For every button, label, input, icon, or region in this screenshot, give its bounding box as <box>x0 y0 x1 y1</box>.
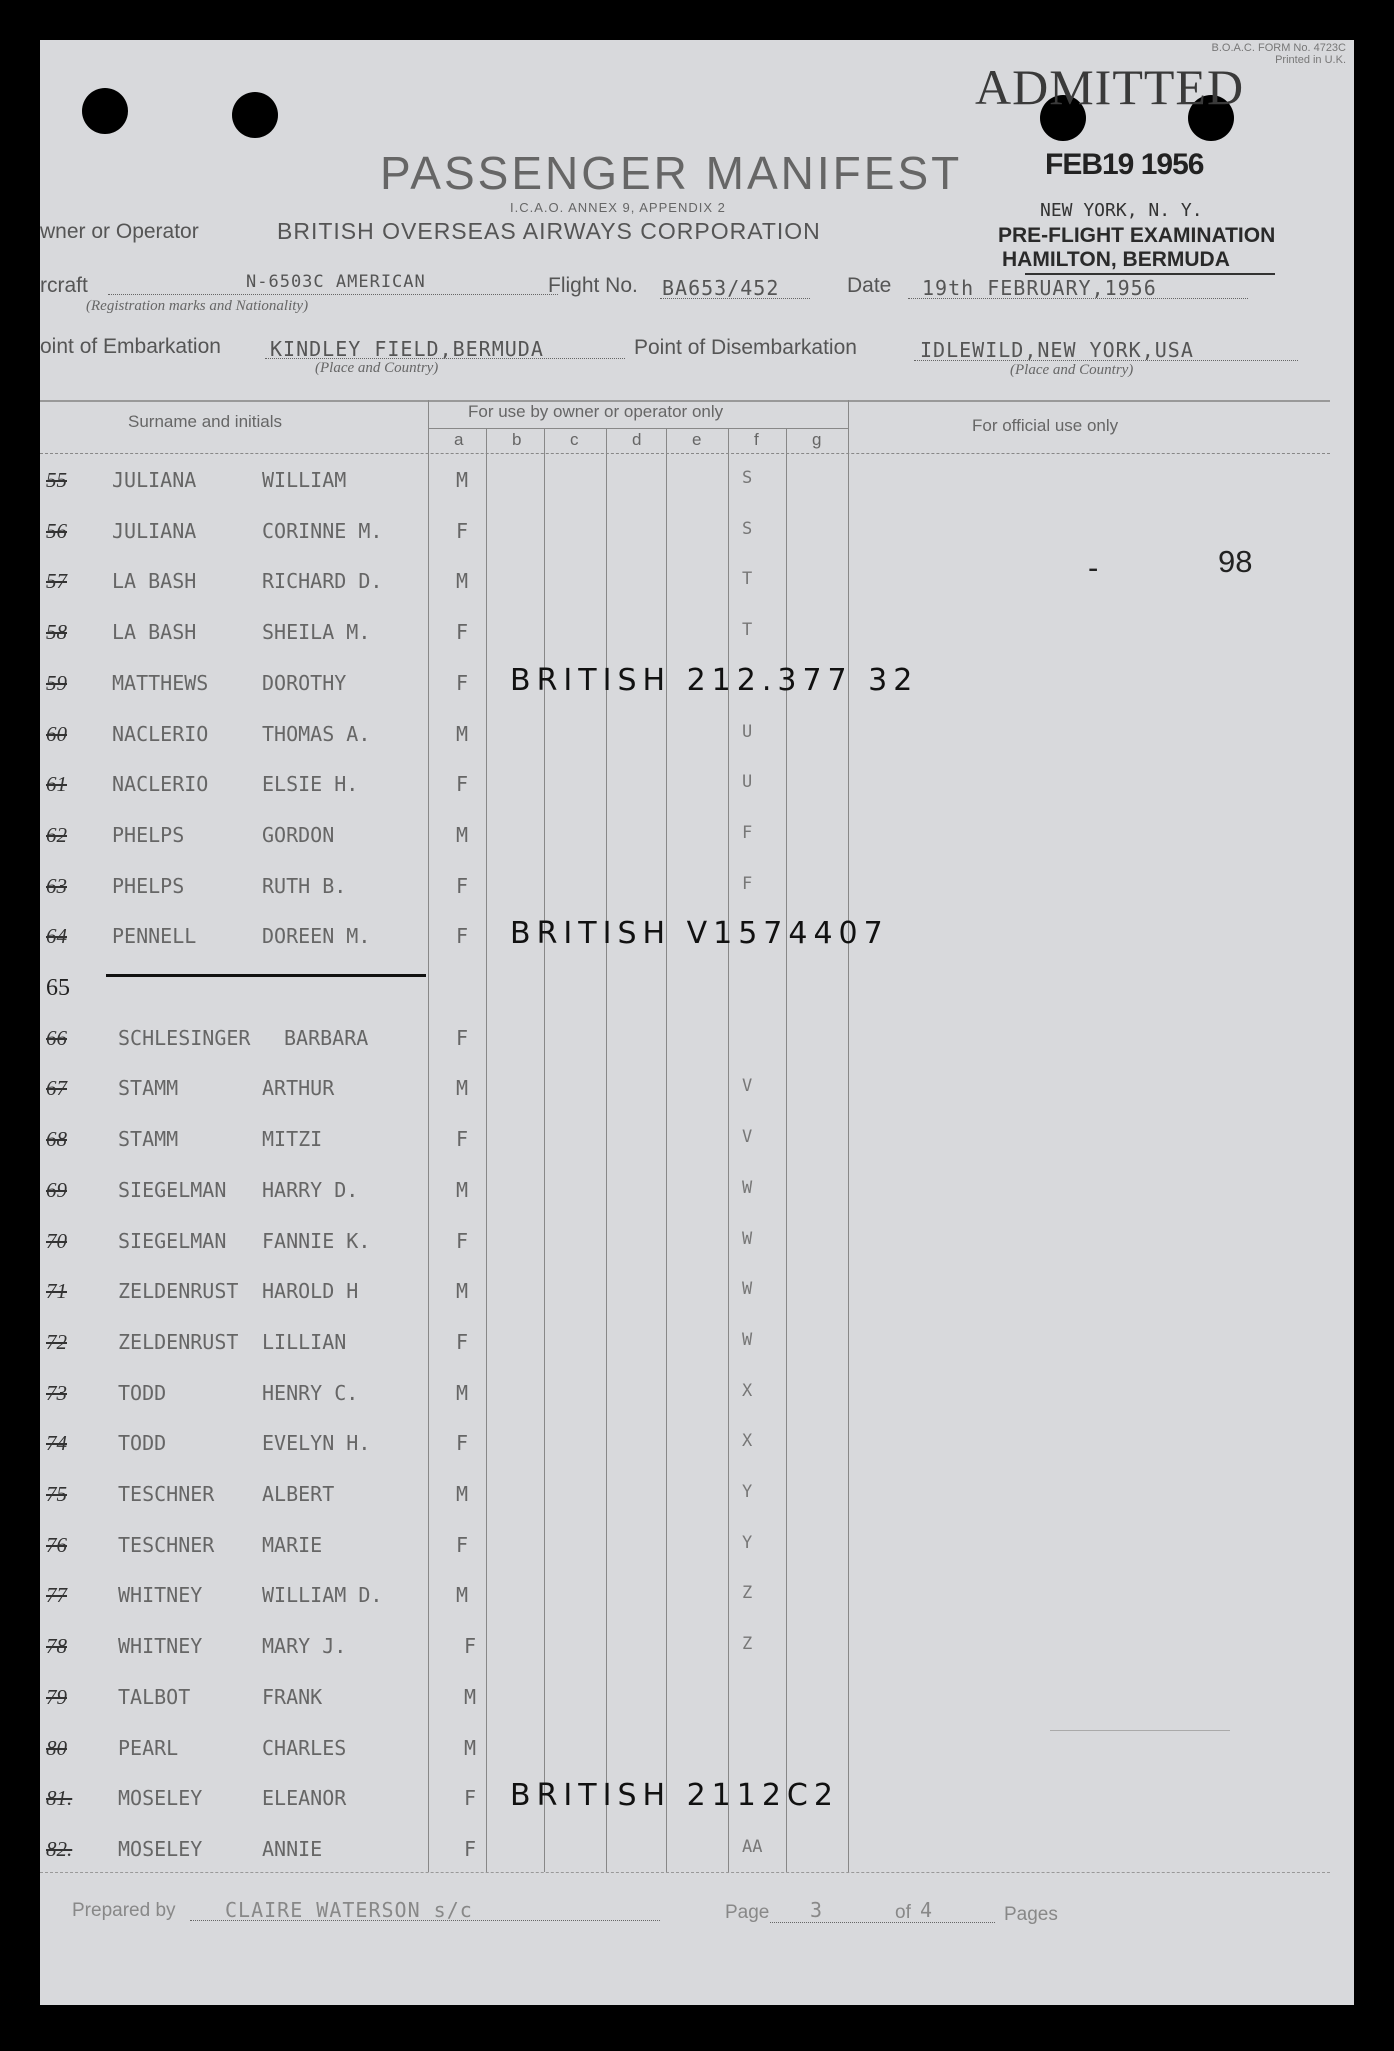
row-col-f: W <box>742 1229 753 1249</box>
prepared-label: Prepared by <box>72 1900 176 1921</box>
row-given-name: DOROTHY <box>262 671 347 695</box>
col-header-g: g <box>812 430 822 449</box>
row-col-f: Z <box>742 1634 753 1654</box>
row-surname: TODD <box>118 1431 167 1455</box>
stamp-examination: PRE-FLIGHT EXAMINATION <box>998 224 1276 247</box>
row-given-name: SHEILA M. <box>262 620 371 644</box>
row-sex: F <box>464 1634 477 1658</box>
stamp-city: NEW YORK, N. Y. <box>1040 200 1203 221</box>
row-sex: F <box>456 1533 469 1557</box>
row-given-name: RUTH B. <box>262 874 347 898</box>
row-col-f: F <box>742 874 753 894</box>
row-surname: STAMM <box>118 1076 179 1100</box>
row-number: 68 <box>46 1127 67 1151</box>
operator-value: BRITISH OVERSEAS AIRWAYS CORPORATION <box>277 218 821 244</box>
row-surname: MOSELEY <box>118 1786 203 1810</box>
row-sex: F <box>456 772 469 796</box>
aircraft-caption: (Registration marks and Nationality) <box>86 298 309 314</box>
row-surname: ZELDENRUST <box>118 1279 239 1303</box>
form-number-line: Printed in U.K. <box>1275 54 1346 66</box>
col-rule-official <box>848 400 849 1872</box>
row-col-f: W <box>742 1178 753 1198</box>
row-sex: M <box>464 1685 477 1709</box>
col-header-f: f <box>754 430 759 449</box>
row-given-name: FANNIE K. <box>262 1229 371 1253</box>
row-number: 55 <box>46 468 67 492</box>
row-65-strike <box>106 974 426 977</box>
row-col-f: F <box>742 823 753 843</box>
row-surname: NACLERIO <box>112 722 209 746</box>
row-surname: MOSELEY <box>118 1837 203 1861</box>
form-number-line: B.O.A.C. FORM No. 4723C <box>1211 42 1346 54</box>
date-underline <box>908 298 1248 299</box>
row-number: 77 <box>46 1583 67 1607</box>
row-sex: M <box>456 1381 469 1405</box>
row-sex: F <box>456 519 469 543</box>
col-rule-d <box>606 428 607 1872</box>
row-number: 70 <box>46 1229 67 1253</box>
row-given-name: DOREEN M. <box>262 924 371 948</box>
col-rule-f <box>728 428 729 1872</box>
page-label: Page <box>725 1902 770 1923</box>
row-surname: TESCHNER <box>118 1533 215 1557</box>
table-bottom-rule <box>40 1872 1330 1873</box>
col-header-a: a <box>454 430 464 449</box>
row-number: 58 <box>46 620 67 644</box>
row-surname: PEARL <box>118 1736 179 1760</box>
row-surname: SIEGELMAN <box>118 1178 227 1202</box>
row-given-name: CHARLES <box>262 1736 347 1760</box>
row-surname: LA BASH <box>112 620 197 644</box>
row-sex: F <box>456 874 469 898</box>
pages-label: Pages <box>1004 1904 1058 1925</box>
row-given-name: MITZI <box>262 1127 323 1151</box>
col-header-c: c <box>570 430 579 449</box>
date-label: Date <box>847 274 892 297</box>
row-sex: M <box>456 722 469 746</box>
row-number: 78 <box>46 1634 67 1658</box>
row-sex: M <box>456 823 469 847</box>
embarkation-caption: (Place and Country) <box>315 360 439 376</box>
row-surname: MATTHEWS <box>112 671 209 695</box>
admitted-stamp: ADMITTED <box>975 59 1245 115</box>
row-number: 71 <box>46 1279 67 1303</box>
page-title: PASSENGER MANIFEST <box>380 147 963 199</box>
row-given-name: ELSIE H. <box>262 772 359 796</box>
flight-underline <box>660 298 810 299</box>
row-given-name: WILLIAM D. <box>262 1583 383 1607</box>
embarkation-label: oint of Embarkation <box>40 335 221 358</box>
row-surname: STAMM <box>118 1127 179 1151</box>
row-col-f: W <box>742 1279 753 1299</box>
row-sex: M <box>456 1178 469 1202</box>
row-number: 59 <box>46 671 67 695</box>
row-given-name: HENRY C. <box>262 1381 359 1405</box>
official-number: 98 <box>1218 544 1253 579</box>
col-header-e: e <box>692 430 702 449</box>
row-col-f: V <box>742 1127 753 1147</box>
row-number: 80 <box>46 1736 67 1760</box>
of-label: of <box>895 1902 911 1923</box>
surname-header: Surname and initials <box>128 412 283 431</box>
aircraft-label: rcraft <box>40 274 88 297</box>
row-sex: M <box>456 1076 469 1100</box>
row-sex: F <box>464 1786 477 1810</box>
row-sex: M <box>456 1583 469 1607</box>
flight-label: Flight No. <box>548 274 638 297</box>
row-number: 79 <box>46 1685 67 1709</box>
official-pencil-line <box>1050 1730 1230 1731</box>
col-header-d: d <box>632 430 642 449</box>
col-rule-e <box>666 428 667 1872</box>
official-dash: - <box>1088 550 1099 585</box>
row-sex: F <box>456 671 469 695</box>
of-value: 4 <box>920 1898 934 1922</box>
punch-hole <box>82 88 128 134</box>
row-surname: TODD <box>118 1381 167 1405</box>
row-sex: F <box>464 1837 477 1861</box>
row-number: 65 <box>46 975 70 1001</box>
row-surname: SIEGELMAN <box>118 1229 227 1253</box>
row-surname: NACLERIO <box>112 772 209 796</box>
row-sex: M <box>456 569 469 593</box>
disembarkation-value: IDLEWILD,NEW YORK,USA <box>920 338 1194 362</box>
col-rule-b <box>486 428 487 1872</box>
row-number: 60 <box>46 722 67 746</box>
row-sex: F <box>456 1127 469 1151</box>
page-underline <box>770 1922 995 1923</box>
row-col-f: Z <box>742 1583 753 1603</box>
row-given-name: HAROLD H <box>262 1279 359 1303</box>
row-surname: SCHLESINGER <box>118 1026 251 1050</box>
row-handwritten-note: BRITISH V1574407 <box>510 916 889 951</box>
embarkation-value: KINDLEY FIELD,BERMUDA <box>270 337 544 361</box>
row-number: 72 <box>46 1330 67 1354</box>
operator-label: wner or Operator <box>40 220 199 243</box>
row-given-name: GORDON <box>262 823 335 847</box>
stamp-location: HAMILTON, BERMUDA <box>1002 248 1230 271</box>
col-header-b: b <box>512 430 522 449</box>
row-sex: F <box>456 924 469 948</box>
row-col-f: U <box>742 772 753 792</box>
row-surname: WHITNEY <box>118 1634 203 1658</box>
row-col-f: Y <box>742 1533 753 1553</box>
row-col-f: AA <box>742 1837 763 1857</box>
row-col-f: S <box>742 519 753 539</box>
punch-hole <box>232 92 278 138</box>
row-given-name: CORINNE M. <box>262 519 383 543</box>
row-number: 63 <box>46 874 67 898</box>
row-col-f: X <box>742 1381 753 1401</box>
stamp-date: FEB19 1956 <box>1045 148 1204 181</box>
row-given-name: ALBERT <box>262 1482 335 1506</box>
row-surname: TESCHNER <box>118 1482 215 1506</box>
row-given-name: MARY J. <box>262 1634 347 1658</box>
row-given-name: BARBARA <box>284 1026 369 1050</box>
prepared-underline <box>190 1920 660 1921</box>
row-col-f: W <box>742 1330 753 1350</box>
row-surname: LA BASH <box>112 569 197 593</box>
row-given-name: ANNIE <box>262 1837 323 1861</box>
row-number: 61 <box>46 772 67 796</box>
row-given-name: LILLIAN <box>262 1330 347 1354</box>
official-use-header: For official use only <box>972 416 1119 435</box>
row-col-f: U <box>742 722 753 742</box>
row-surname: PHELPS <box>112 823 185 847</box>
embarkation-underline <box>265 358 625 359</box>
disembarkation-label: Point of Disembarkation <box>634 336 857 359</box>
row-sex: F <box>456 1229 469 1253</box>
row-given-name: FRANK <box>262 1685 323 1709</box>
table-header-rule <box>40 453 1330 454</box>
row-number: 76 <box>46 1533 67 1557</box>
page-value: 3 <box>810 1898 824 1922</box>
row-col-f: T <box>742 569 753 589</box>
col-rule-g <box>786 428 787 1872</box>
row-given-name: EVELYN H. <box>262 1431 371 1455</box>
row-sex: M <box>456 1279 469 1303</box>
row-number: 81. <box>46 1786 73 1810</box>
row-number: 69 <box>46 1178 67 1202</box>
col-rule-c <box>544 428 545 1872</box>
row-number: 62 <box>46 823 67 847</box>
row-handwritten-note: BRITISH 212.377 32 <box>510 663 919 698</box>
row-surname: JULIANA <box>112 468 197 492</box>
page-subtitle: I.C.A.O. ANNEX 9, APPENDIX 2 <box>510 200 726 215</box>
row-col-f: V <box>742 1076 753 1096</box>
row-surname: TALBOT <box>118 1685 191 1709</box>
owner-subheader-rule <box>428 428 848 429</box>
row-surname: JULIANA <box>112 519 197 543</box>
owner-use-header: For use by owner or operator only <box>468 402 724 421</box>
row-sex: F <box>456 1431 469 1455</box>
col-rule-a <box>428 400 429 1872</box>
disembarkation-underline <box>914 360 1298 361</box>
row-number: 56 <box>46 519 67 543</box>
row-sex: M <box>464 1736 477 1760</box>
date-value: 19th FEBRUARY,1956 <box>922 276 1157 300</box>
row-given-name: WILLIAM <box>262 468 347 492</box>
row-sex: M <box>456 468 469 492</box>
row-given-name: HARRY D. <box>262 1178 359 1202</box>
prepared-value: CLAIRE WATERSON s/c <box>225 1898 473 1922</box>
row-sex: F <box>456 1026 469 1050</box>
row-number: 57 <box>46 569 67 593</box>
row-given-name: ELEANOR <box>262 1786 347 1810</box>
row-number: 67 <box>46 1076 67 1100</box>
row-number: 66 <box>46 1026 67 1050</box>
row-surname: PENNELL <box>112 924 197 948</box>
stamp-rule <box>1025 273 1275 275</box>
disembarkation-caption: (Place and Country) <box>1010 362 1134 378</box>
row-number: 75 <box>46 1482 67 1506</box>
row-col-f: T <box>742 620 753 640</box>
aircraft-underline <box>108 294 558 295</box>
row-given-name: MARIE <box>262 1533 323 1557</box>
row-col-f: S <box>742 468 753 488</box>
flight-value: BA653/452 <box>662 276 780 300</box>
row-number: 74 <box>46 1431 67 1455</box>
row-col-f: Y <box>742 1482 753 1502</box>
row-surname: PHELPS <box>112 874 185 898</box>
row-sex: M <box>456 1482 469 1506</box>
row-handwritten-note: BRITISH 2112C2 <box>510 1778 839 1813</box>
row-number: 82. <box>46 1837 73 1861</box>
row-surname: WHITNEY <box>118 1583 203 1607</box>
manifest-sheet <box>40 40 1354 2005</box>
row-sex: F <box>456 620 469 644</box>
row-number: 73 <box>46 1381 67 1405</box>
row-given-name: RICHARD D. <box>262 569 383 593</box>
row-given-name: THOMAS A. <box>262 722 371 746</box>
aircraft-value: N-6503C AMERICAN <box>246 272 426 292</box>
row-col-f: X <box>742 1431 753 1451</box>
row-number: 64 <box>46 924 67 948</box>
row-sex: F <box>456 1330 469 1354</box>
row-given-name: ARTHUR <box>262 1076 335 1100</box>
row-surname: ZELDENRUST <box>118 1330 239 1354</box>
